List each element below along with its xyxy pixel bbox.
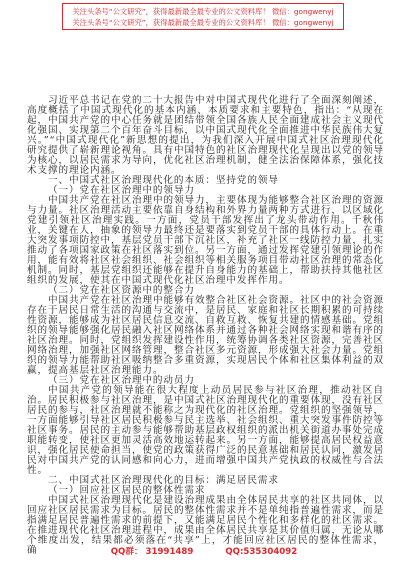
intro-paragraph: 习近平总书记在党的二十大报告中对中国式现代化进行了全面深刻阐述，高度概括了中国式现代化的基本内涵、本质要求和主要特色，指出：“从现在起，中国共产党的中心任务就是团结带领全国各族人民全面建成社会主义现代化强国、实现第二个百年奋斗目标，以中国式现代化全面推进中华民族伟大复兴。”“中国式现代化”新思想的提出，为我们深入开展中国式社区治理现代化研究提供了崭新理论视角。具有中国特色的社区治理现代化呈现出以党的领导为核心，以居民需求为导向，优化社区治理机制，健全法治保障体系，强化技术支撑的理论内涵。 [27, 95, 384, 176]
section-heading: 一、中国式社区治理现代化的本质：坚持党的领导 [48, 175, 279, 186]
footer-contact [14, 547, 394, 558]
subsection-heading: （三）党在社区治理中的动员力 [48, 375, 195, 386]
section-heading: 二、中国式社区治理现代化的目标：满足居民需求 [48, 475, 279, 486]
body-paragraph: 中国式社区治理现代化是建设治理成果由全体居民共享的社区共同体，以回应社区居民需求为目标。居民的整体性需求并不是单纯指普遍性需求，而是指满足居民普遍性需求的前提下，又能满足居民个性化和多样化的社区需求。在推进现代化社区治理进程中，成果由全体居民共享是其价值归属，无论从哪个维度出发，结果都必须落在“共享”上，才能回应社区居民的整体性需求，确 [27, 495, 384, 556]
body-paragraph: 中国共产党在社区治理中的领导力，主要体现为能够整合社区治理的资源与力量。社区治理活动主要依靠自身结构和外界力量两种方式进行，以区域化党建引领社区治理实践。一方面，党员干部发挥出了龙头带动作用。千秋伟业，关键在人，抽象的领导力最终还是要落实到党员干部的具体行动上。在重大突发事项防控中，基层党员干部下沉社区，补充了社区一线防控力量，扎实推动了各项国家政策在社区落实到位。另一方面，通过发挥党建引领理论的作用，能有效将社区社会组织、社会组织等相关服务项目带动社区治理的常态化机制。同时，基层党组织还能够在提升自身能力的基础上，帮助扶持其他社区组织的发展，使其在中国式现代化社区治理中发挥作用。 [27, 195, 384, 286]
subsection-heading: （二）党在社区资源中的整合力 [48, 285, 195, 296]
body-paragraph: 中国共产党在社区治理中能够有效整合社区社会资源。社区中的社会资源存在于居民日常生活的沟通与交流中，是居民、家庭和社区长期积累的可持续性资源，能够成为社区居民信息交流、自救互救、恢复共建的情感基础。党组织的领导能够强化居民融入社区网络体系并通过各种社会网络实现和谐有序的社区治理。同时，党组织发挥建设性作用，统筹协调各类社区资源，完善社区网络治理，加强社区网络管理，整合社区多元资源，形成强大社会力量。党组织的领导力能帮助社区吸纳整合多重资源，实现居民个体和社区集体利益的双赢，提高基层社区治理能力。 [27, 295, 384, 376]
subsection-heading: （一）回应社区居民的整体性需求 [48, 485, 206, 496]
qq-number: QQ:535304092 [225, 547, 298, 557]
promo-line: 关注头条号“公文研究”，获得最新最全最专业的公文资料库！ 微信：gongwenyj [72, 18, 334, 27]
promo-line: 关注头条号“公文研究”，获得最新最全最专业的公文资料库！ 微信：gongwenyj [72, 7, 334, 16]
body-paragraph: 中国共产党的领导能在很大程度上动员居民参与社区治理，推动社区自治。居民积极参与社区治理，是中国式社区治理现代化的重要体现，没有社区居民的参与，社区治理就不能称之为现代化的社区治理。党组织的坚强领导，一方面能够引导社区居民积极参与民主选举、社会组织、重大突发事件防控等社区事务。居民的主动参与能够帮助基层政权组织的派出机关街道办事处完成职能转变，使社区更加灵活高效地运转起来。另一方面，能够提高居民权益意识，强化居民使命担当，使党的政策获得广泛的民意基础和居民认同，激发居民对中国共产党的认同感和向心力，进而增强中国共产党执政的权威性与合法性。 [27, 385, 384, 476]
subsection-heading: （一）党在社区治理中的领导力 [48, 185, 195, 196]
qq-group-number: QQ群： 31991489 [110, 547, 194, 557]
promo-banner [62, 3, 344, 30]
